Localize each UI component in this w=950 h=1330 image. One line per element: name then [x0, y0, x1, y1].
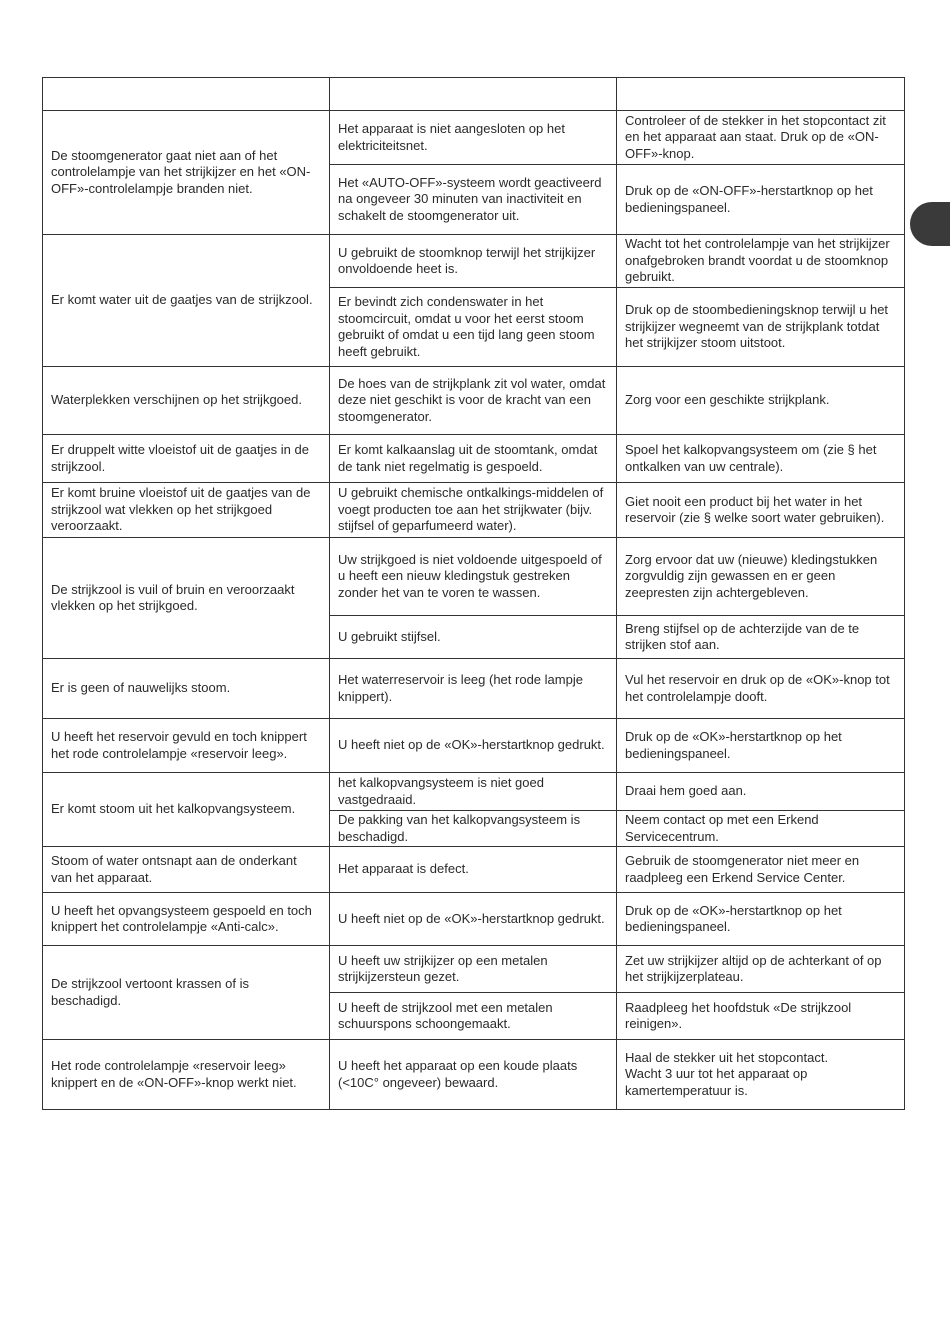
cause-cell: U heeft de strijkzool met een metalen schuurspons schoongemaakt.: [330, 993, 617, 1040]
problem-cell: Er druppelt witte vloeistof uit de gaatjes in de strijkzool.: [43, 435, 330, 483]
solution-cell: Wacht tot het controlelampje van het strijkijzer onafgebroken brandt voordat u de stoomknop gebruikt.: [617, 235, 905, 288]
table-row: [43, 719, 905, 773]
solution-cell: Draai hem goed aan.: [617, 773, 905, 811]
cause-cell: Het waterreservoir is leeg (het rode lampje knippert).: [330, 659, 617, 719]
problem-cell: U heeft het reservoir gevuld en toch knippert het rode controlelampje «reservoir leeg».: [43, 719, 330, 773]
cause-cell: Er bevindt zich condenswater in het stoomcircuit, omdat u voor het eerst stoom gebruikt of omdat u een tijd lang geen stoom heeft gebruikt.: [330, 288, 617, 367]
cause-cell: Er komt kalkaanslag uit de stoomtank, omdat de tank niet regelmatig is gespoeld.: [330, 435, 617, 483]
header-cell-cause: [330, 78, 617, 111]
cause-cell: U gebruikt stijfsel.: [330, 616, 617, 659]
table-row: [43, 111, 905, 165]
table-row: [43, 1040, 905, 1110]
cause-cell: U heeft het apparaat op een koude plaats (<10C° ongeveer) bewaard.: [330, 1040, 617, 1110]
cause-cell: U heeft niet op de «OK»-herstartknop gedrukt.: [330, 893, 617, 946]
problem-cell: De strijkzool is vuil of bruin en veroorzaakt vlekken op het strijkgoed.: [43, 538, 330, 659]
cause-cell: De hoes van de strijkplank zit vol water, omdat deze niet geschikt is voor de kracht van een stoomgenerator.: [330, 367, 617, 435]
problem-cell: U heeft het opvangsysteem gespoeld en toch knippert het controlelampje «Anti-calc».: [43, 893, 330, 946]
cause-cell: De pakking van het kalkopvangsysteem is beschadigd.: [330, 811, 617, 847]
problem-cell: Waterplekken verschijnen op het strijkgoed.: [43, 367, 330, 435]
solution-cell: Druk op de «OK»-herstartknop op het bedieningspaneel.: [617, 893, 905, 946]
cause-cell: U heeft uw strijkijzer op een metalen strijkijzersteun gezet.: [330, 946, 617, 993]
problem-cell: Stoom of water ontsnapt aan de onderkant van het apparaat.: [43, 847, 330, 893]
header-cell-solution: [617, 78, 905, 111]
solution-cell: Zet uw strijkijzer altijd op de achterkant of op het strijkijzerplateau.: [617, 946, 905, 993]
table-row: [43, 538, 905, 616]
problem-cell: De strijkzool vertoont krassen of is beschadigd.: [43, 946, 330, 1040]
table-row: [43, 946, 905, 993]
table-row: [43, 235, 905, 288]
table-row: [43, 659, 905, 719]
table-row: [43, 483, 905, 538]
solution-cell: Druk op de stoombedieningsknop terwijl u het strijkijzer wegneemt van de strijkplank totdat het strijkijzer stoom uitstoot.: [617, 288, 905, 367]
solution-cell: Zorg voor een geschikte strijkplank.: [617, 367, 905, 435]
problem-cell: Het rode controlelampje «reservoir leeg» knippert en de «ON-OFF»-knop werkt niet.: [43, 1040, 330, 1110]
solution-cell: Vul het reservoir en druk op de «OK»-knop tot het controlelampje dooft.: [617, 659, 905, 719]
solution-cell: Raadpleeg het hoofdstuk «De strijkzool reinigen».: [617, 993, 905, 1040]
cause-cell: U gebruikt chemische ontkalkings-middelen of voegt producten toe aan het strijkwater (bijv. stijfsel of geparfumeerd water).: [330, 483, 617, 538]
table-header-row: [43, 78, 905, 111]
troubleshooting-table: [42, 77, 905, 1110]
cause-cell: U gebruikt de stoomknop terwijl het strijkijzer onvoldoende heet is.: [330, 235, 617, 288]
cause-cell: het kalkopvangsysteem is niet goed vastgedraaid.: [330, 773, 617, 811]
header-cell-problem: [43, 78, 330, 111]
solution-cell: Giet nooit een product bij het water in het reservoir (zie § welke soort water gebruiken).: [617, 483, 905, 538]
solution-cell: Gebruik de stoomgenerator niet meer en raadpleeg een Erkend Service Center.: [617, 847, 905, 893]
problem-cell: Er komt water uit de gaatjes van de strijkzool.: [43, 235, 330, 367]
cause-cell: Het apparaat is defect.: [330, 847, 617, 893]
cause-cell: Het apparaat is niet aangesloten op het elektriciteitsnet.: [330, 111, 617, 165]
solution-cell: Neem contact op met een Erkend Servicecentrum.: [617, 811, 905, 847]
solution-cell: Druk op de «ON-OFF»-herstartknop op het bedieningspaneel.: [617, 165, 905, 235]
problem-cell: De stoomgenerator gaat niet aan of het controlelampje van het strijkijzer en het «ON-OFF»-controlelampje branden niet.: [43, 111, 330, 235]
solution-cell: Zorg ervoor dat uw (nieuwe) kledingstukken zorgvuldig zijn gewassen en er geen zeepresten zijn achtergebleven.: [617, 538, 905, 616]
table-row: [43, 847, 905, 893]
problem-cell: Er komt stoom uit het kalkopvangsysteem.: [43, 773, 330, 847]
solution-cell: Haal de stekker uit het stopcontact. Wacht 3 uur tot het apparaat op kamertemperatuur is.: [617, 1040, 905, 1110]
cause-cell: U heeft niet op de «OK»-herstartknop gedrukt.: [330, 719, 617, 773]
table-row: [43, 435, 905, 483]
chapter-tab-marker: [910, 202, 950, 246]
problem-cell: Er is geen of nauwelijks stoom.: [43, 659, 330, 719]
table-row: [43, 893, 905, 946]
cause-cell: Uw strijkgoed is niet voldoende uitgespoeld of u heeft een nieuw kledingstuk gestreken zonder het van te voren te wassen.: [330, 538, 617, 616]
solution-cell: Breng stijfsel op de achterzijde van de te strijken stof aan.: [617, 616, 905, 659]
problem-cell: Er komt bruine vloeistof uit de gaatjes van de strijkzool wat vlekken op het strijkgoed veroorzaakt.: [43, 483, 330, 538]
solution-cell: Controleer of de stekker in het stopcontact zit en het apparaat aan staat. Druk op de «ON-OFF»-knop.: [617, 111, 905, 165]
solution-cell: Druk op de «OK»-herstartknop op het bedieningspaneel.: [617, 719, 905, 773]
cause-cell: Het «AUTO-OFF»-systeem wordt geactiveerd na ongeveer 30 minuten van inactiviteit en schakelt de stoomgenerator uit.: [330, 165, 617, 235]
solution-cell: Spoel het kalkopvangsysteem om (zie § het ontkalken van uw centrale).: [617, 435, 905, 483]
table-row: [43, 773, 905, 811]
table-row: [43, 367, 905, 435]
